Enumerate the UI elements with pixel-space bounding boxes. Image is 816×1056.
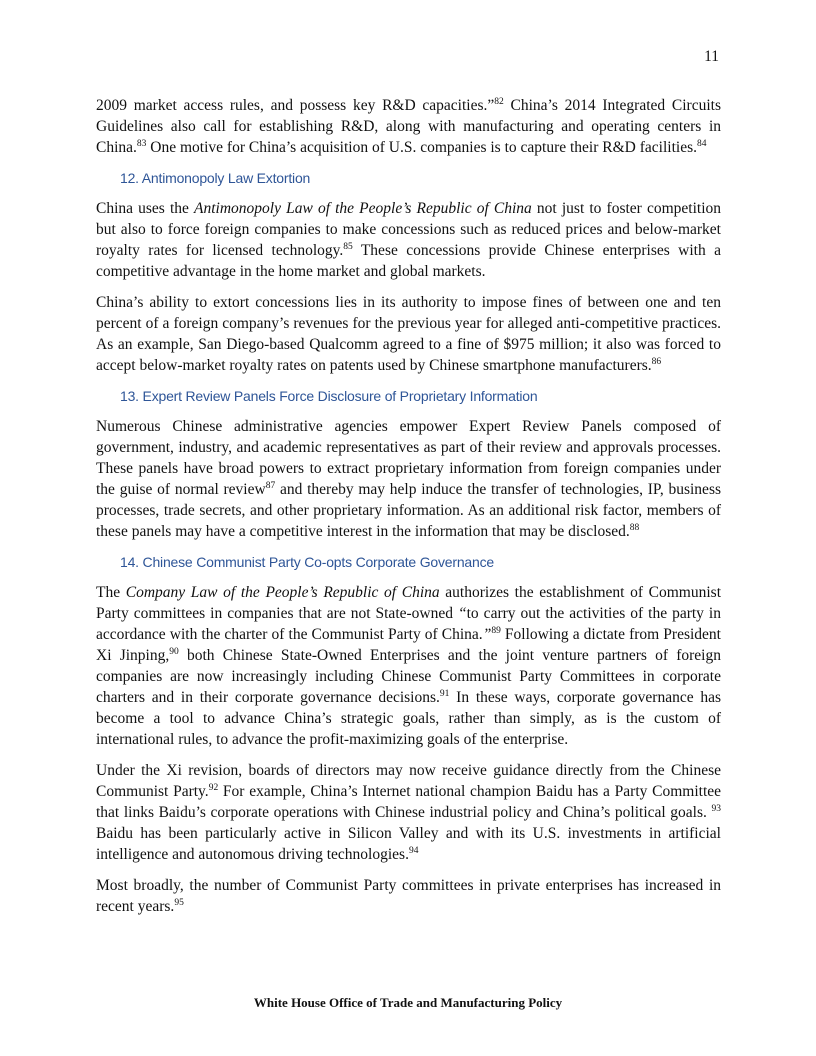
text-run: to carry out the activities of the party in accordance with the charter of the Communist Party of China. — [96, 605, 721, 643]
italic-title: “ — [458, 605, 467, 622]
italic-title: ” — [482, 626, 492, 643]
page-number: 11 — [704, 48, 719, 65]
text-run: Most broadly, the number of Communist Party committees in private enterprises has increased in recent years. — [96, 877, 721, 915]
text-run: and thereby may help induce the transfer of technologies, IP, business processes, trade secrets, and other proprietary information. As an additional risk factor, members of these panels may have a competitive interest in the information that may be disclosed. — [96, 481, 722, 540]
footnote-ref: 85 — [343, 241, 353, 252]
text-run: Under the Xi revision, boards of directors may now receive guidance directly from the Chinese Communist Party. — [96, 762, 721, 800]
section-heading: 12. Antimonopoly Law Extortion — [120, 170, 311, 186]
text-run: authorizes the establishment of Communist Party committees in companies that are not State-owned — [96, 584, 722, 622]
footnote-ref: 86 — [651, 356, 662, 367]
italic-title: Antimonopoly Law of the People’s Republic of China — [194, 200, 532, 217]
paragraph — [96, 198, 721, 282]
text-run: These concessions provide Chinese enterprises with a competitive advantage in the home market and global markets. — [96, 242, 721, 280]
text-run: Numerous Chinese administrative agencies empower Expert Review Panels composed of government, industry, and academic representatives as part of their review and approvals processes. These panels have broad powers to extract proprietary information from foreign companies under the guise of normal review — [96, 418, 721, 498]
footnote-ref: 82 — [494, 96, 504, 107]
paragraph — [96, 875, 721, 917]
section-heading: 13. Expert Review Panels Force Disclosure of Proprietary Information — [120, 388, 538, 404]
footnote-ref: 87 — [265, 480, 276, 491]
footnote-ref: 90 — [169, 646, 179, 657]
text-run: For example, China’s Internet national champion Baidu has a Party Committee that links Baidu’s corporate operations with Chinese industrial policy and China’s political goals. — [96, 783, 722, 821]
paragraph — [96, 416, 721, 542]
italic-title: Company Law of the People’s Republic of China — [125, 584, 440, 601]
footnote-ref: 95 — [174, 897, 184, 908]
footnote-ref: 84 — [696, 138, 707, 149]
text-run: both Chinese State-Owned Enterprises and the joint venture partners of foreign companies are now increasingly including Chinese Communist Party Committees in corporate charters and in their corporate governance decisions. — [96, 647, 721, 706]
text-run: 2009 market access rules, and possess key R&D capacities.” — [96, 97, 495, 114]
paragraph — [96, 292, 721, 376]
footnote-ref: 91 — [439, 688, 450, 699]
footnote-ref: 93 — [711, 803, 721, 814]
text-run: China uses the — [96, 200, 195, 217]
paragraph — [96, 760, 721, 865]
footnote-ref: 88 — [629, 522, 640, 533]
text-run: Following a dictate from President Xi Jinping, — [96, 626, 721, 664]
document-body — [96, 95, 721, 927]
section-heading: 14. Chinese Communist Party Co-opts Corporate Governance — [120, 554, 494, 570]
footnote-ref: 94 — [408, 845, 419, 856]
text-run: Baidu has been particularly active in Silicon Valley and with its U.S. investments in artificial intelligence and autonomous driving technologies. — [96, 825, 721, 863]
footnote-ref: 83 — [136, 138, 147, 149]
text-run: The — [96, 584, 126, 601]
text-run: China’s 2014 Integrated Circuits Guidelines also call for establishing R&D, along with manufacturing and operating centers in China. — [96, 97, 721, 156]
text-run: One motive for China’s acquisition of U.S. companies is to capture their R&D facilities. — [146, 139, 697, 156]
footnote-ref: 89 — [491, 625, 501, 636]
paragraph — [96, 582, 721, 750]
text-run: China’s ability to extort concessions lies in its authority to impose fines of between one and ten percent of a foreign company’s revenues for the previous year for alleged anti-competitive practices. As an example, San Diego-based Qualcomm agreed to a fine of $975 million; it also was forced to accept below-market royalty rates on patents used by Chinese smartphone manufacturers. — [96, 294, 721, 374]
text-run: In these ways, corporate governance has become a tool to advance China’s strategic goals, rather than simply, as is the custom of international rules, to advance the profit-maximizing goals of the enterprise. — [96, 689, 721, 748]
paragraph — [96, 95, 721, 158]
page-footer: White House Office of Trade and Manufacturing Policy — [253, 995, 563, 1010]
text-run: not just to foster competition but also to force foreign companies to make concessions such as reduced prices and below-market royalty rates for licensed technology. — [96, 200, 722, 259]
footnote-ref: 92 — [208, 782, 219, 793]
